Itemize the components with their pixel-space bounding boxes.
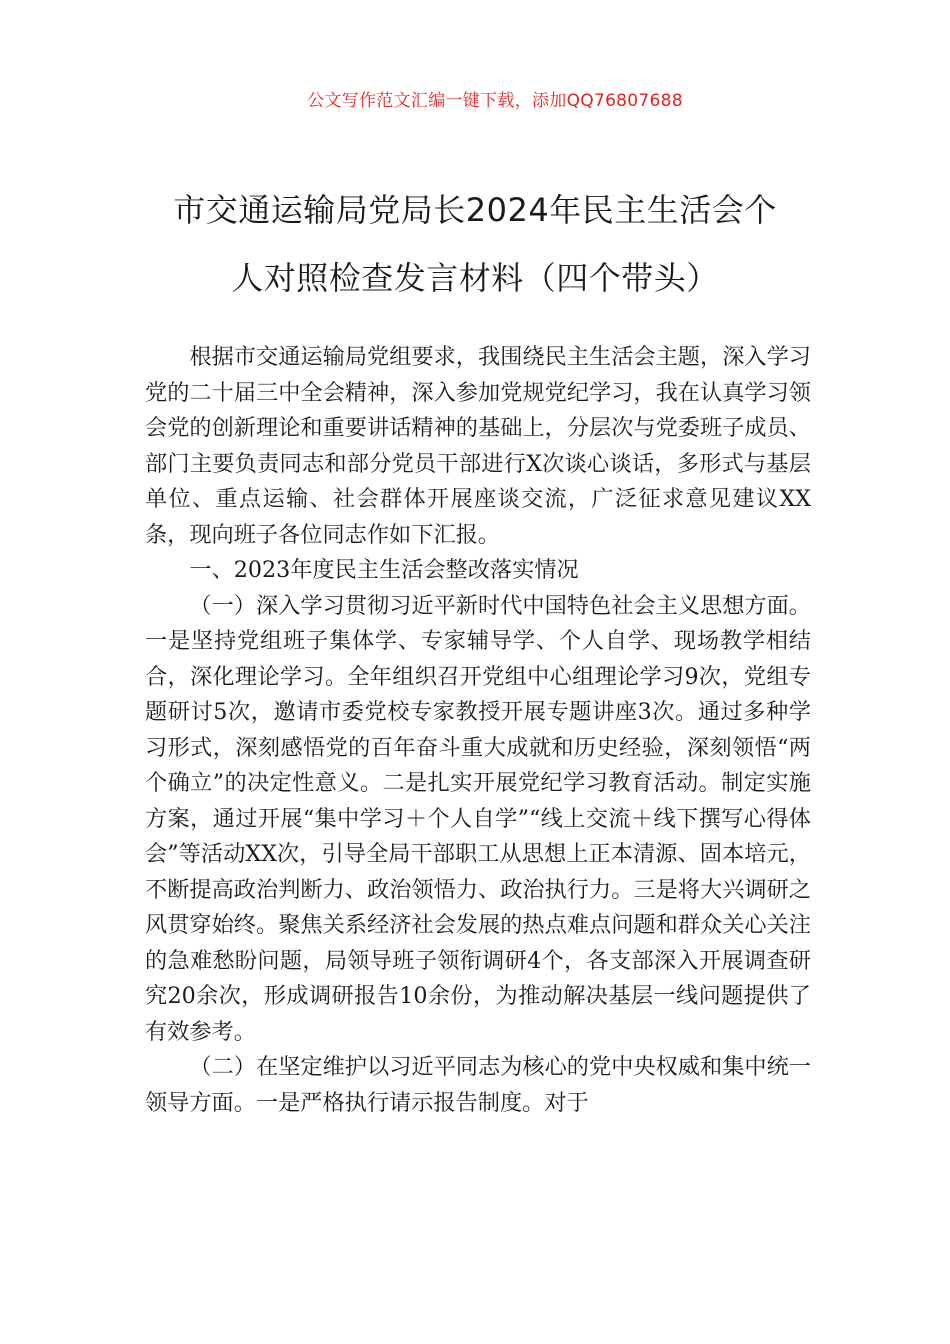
subsection-paragraph-1: （一）深入学习贯彻习近平新时代中国特色社会主义思想方面。一是坚持党组班子集体学、专家辅导学、个人自学、现场教学相结合，深化理论学习。全年组织召开党组中心组理论学习9次，党组专题研讨5次，邀请市委党校专家教授开展专题讲座3次。通过多种学习形式，深刻感悟党的百年奋斗重大成就和历史经验，深刻领悟“两个确立”的决定性意义。二是扎实开展党纪学习教育活动。制定实施方案，通过开展“集中学习＋个人自学”“线上交流＋线下撰写心得体会”等活动XX次，引导全局干部职工从思想上正本清源、固本培元，不断提高政治判断力、政治领悟力、政治执行力。三是将大兴调研之风贯穿始终。聚焦关系经济社会发展的热点难点问题和群众关心关注的急难愁盼问题，局领导班子领衔调研4个，各支部深入开展调查研究20余次，形成调研报告10余份，为推动解决基层一线问题提供了有效参考。: [145, 592, 811, 1045]
document-body: [145, 340, 811, 1121]
document-title: [150, 176, 800, 312]
document-title-line-2: 人对照检查发言材料（四个带头）: [231, 259, 719, 297]
subsection-paragraph-2: （二）在坚定维护以习近平同志为核心的党中央权威和集中统一领导方面。一是严格执行请示报告制度。对于: [145, 1054, 811, 1116]
section-heading-1: 一、2023年度民主生活会整改落实情况: [189, 557, 579, 583]
intro-paragraph: 根据市交通运输局党组要求，我围绕民主生活会主题，深入学习党的二十届三中全会精神，深入参加党规党纪学习，我在认真学习领会党的创新理论和重要讲话精神的基础上，分层次与党委班子成员、部门主要负责同志和部分党员干部进行X次谈心谈话，多形式与基层单位、重点运输、社会群体开展座谈交流，广泛征求意见建议XX条，现向班子各位同志作如下汇报。: [145, 344, 811, 548]
download-notice: 公文写作范文汇编一键下载，添加QQ76807688: [307, 91, 683, 111]
document-title-line-1: 市交通运输局党局长2024年民主生活会个: [173, 191, 777, 229]
